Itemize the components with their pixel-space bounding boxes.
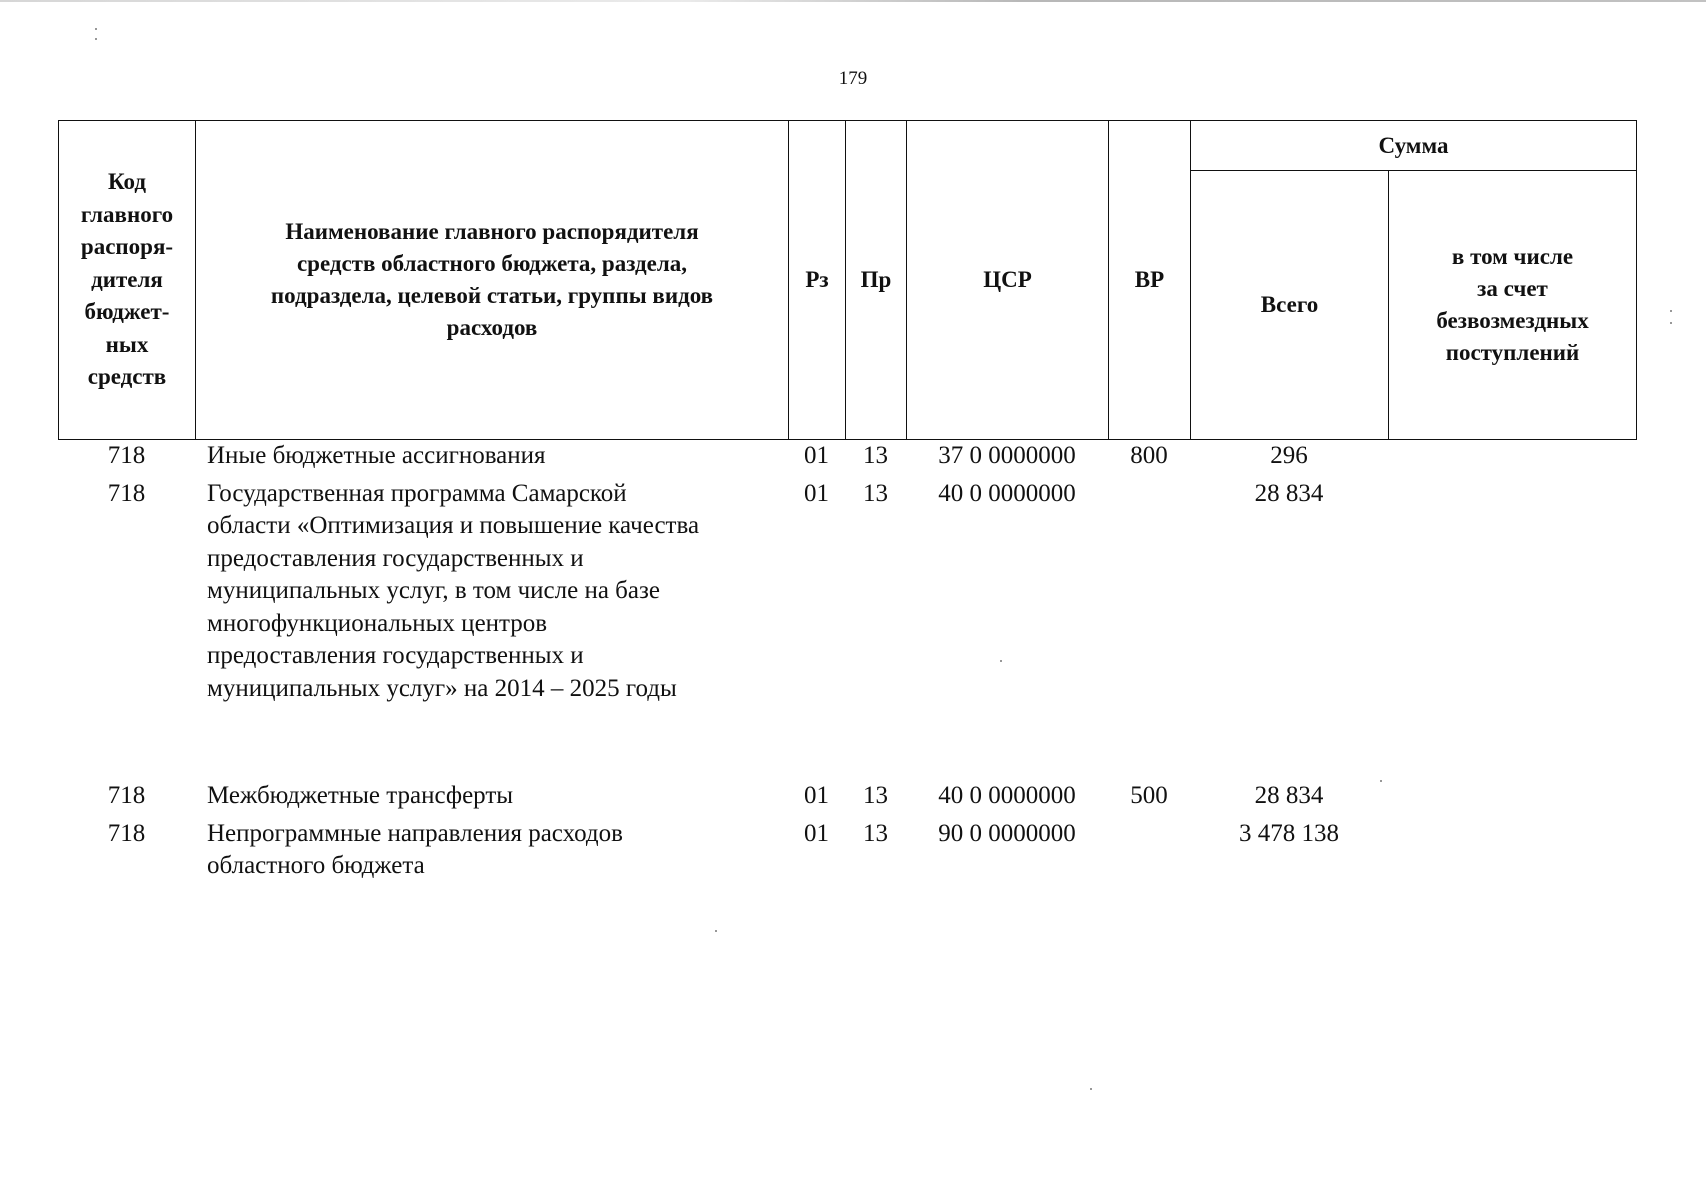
scan-edge (0, 0, 1706, 2)
cell-total: 28 834 (1254, 479, 1324, 507)
header-free (1389, 171, 1637, 440)
table-row (58, 440, 1636, 473)
header-code-line: дителя (91, 266, 163, 292)
cell-csr: 90 0 0000000 (938, 819, 1076, 847)
scan-speck (1090, 1088, 1092, 1090)
cell-free (1388, 780, 1636, 813)
cell-free (1388, 818, 1636, 883)
cell-name-line: предоставления государственных и (207, 544, 584, 572)
cell-name (195, 478, 788, 706)
cell-csr: 40 0 0000000 (938, 479, 1076, 507)
scan-speck (1380, 780, 1382, 782)
cell-name-line: области «Оптимизация и повышение качества (207, 512, 700, 539)
cell-csr: 37 0 0000000 (938, 442, 1076, 469)
cell-name-line: областного бюджета (207, 852, 425, 879)
cell-name-line: Государственная программа Самарской (207, 479, 627, 507)
scan-speck (95, 28, 97, 30)
header-csr: ЦСР (907, 121, 1109, 440)
header-total: Всего (1191, 171, 1389, 440)
table-header (58, 120, 1637, 440)
table-row (58, 780, 1636, 813)
cell-vr: 500 (1130, 782, 1168, 809)
header-vr: ВР (1109, 121, 1191, 440)
cell-pr: 13 (863, 782, 888, 809)
header-name-line: расходов (446, 315, 538, 340)
cell-vr (1108, 818, 1190, 883)
cell-code: 718 (107, 442, 146, 469)
cell-rz: 01 (804, 479, 829, 507)
table-row (58, 478, 1636, 706)
cell-name-line: Непрограммные направления расходов (207, 819, 623, 847)
scan-speck (95, 38, 97, 40)
header-rz: Рз (789, 121, 846, 440)
table-body (58, 440, 1636, 883)
cell-vr (1108, 478, 1190, 706)
cell-total: 28 834 (1254, 782, 1324, 809)
scan-speck (1670, 322, 1672, 324)
cell-name-line: муниципальных услуг» на 2014 – 2025 годы (207, 674, 677, 702)
header-name (196, 121, 789, 440)
header-free-line: за счет (1477, 276, 1548, 301)
header-code-line: средств (87, 364, 167, 390)
page-number: 179 (838, 68, 868, 89)
scan-speck (1000, 660, 1002, 662)
cell-free (1388, 478, 1636, 706)
cell-csr: 40 0 0000000 (938, 782, 1076, 809)
header-free-line: поступлений (1445, 340, 1580, 365)
header-code (59, 121, 196, 440)
header-name-line: подраздела, целевой статьи, группы видов (270, 283, 714, 308)
cell-free (1388, 440, 1636, 473)
scan-speck (715, 930, 717, 932)
cell-name-line: многофункциональных центров (207, 609, 548, 637)
header-free-line: безвозмездных (1436, 308, 1589, 333)
cell-code: 718 (107, 819, 146, 847)
cell-rz: 01 (804, 819, 829, 847)
cell-pr: 13 (863, 479, 888, 507)
header-code-line: главного (80, 201, 174, 227)
header-code-line: ных (105, 331, 149, 357)
header-code-line: бюджет- (84, 299, 170, 325)
header-free-line: в том числе (1451, 244, 1574, 269)
cell-name-line: муниципальных услуг, в том числе на базе (207, 577, 660, 604)
header-sum: Сумма (1191, 121, 1637, 171)
cell-name-line: Иные бюджетные ассигнования (207, 442, 546, 469)
header-name-line: Наименование главного распорядителя (285, 219, 699, 244)
cell-pr: 13 (863, 442, 888, 469)
cell-code: 718 (107, 479, 146, 507)
header-name-line: средств областного бюджета, раздела, (296, 251, 688, 276)
header-code-line: Код (107, 169, 146, 195)
cell-code: 718 (107, 782, 146, 809)
header-pr: Пр (846, 121, 907, 440)
cell-name (195, 780, 788, 813)
scan-speck (1670, 310, 1672, 312)
table-row (58, 818, 1636, 883)
cell-total: 3 478 138 (1239, 819, 1339, 847)
cell-name (195, 818, 788, 883)
cell-pr: 13 (863, 819, 888, 847)
header-code-line: распоря- (80, 234, 174, 260)
cell-rz: 01 (804, 442, 829, 469)
cell-name (195, 440, 788, 473)
cell-total: 296 (1270, 442, 1308, 469)
cell-name-line: Межбюджетные трансферты (207, 782, 514, 809)
cell-name-line: предоставления государственных и (207, 642, 584, 669)
cell-rz: 01 (804, 782, 829, 809)
cell-vr: 800 (1130, 442, 1168, 469)
